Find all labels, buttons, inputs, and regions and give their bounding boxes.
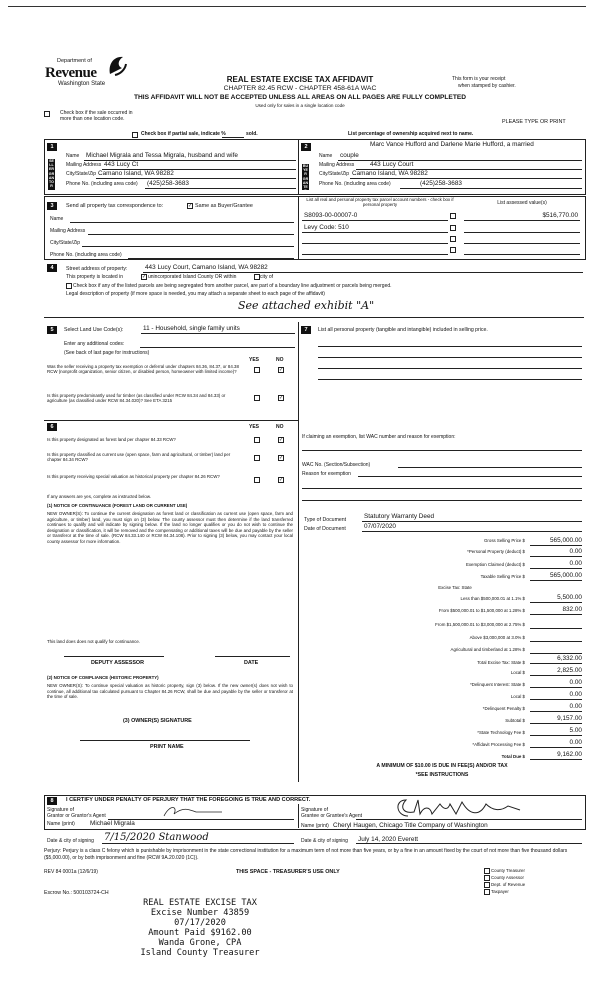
copy-checkbox[interactable] xyxy=(484,868,490,874)
exemption-wac-label: If claiming an exemption, list WAC number and reason for exemption: xyxy=(302,434,456,440)
street-address-label: Street address of property: xyxy=(66,266,128,272)
current-use-question: Is this property classified as current use (open space, farm and agricultural, or timber) land per chapter 84.34 RCW? xyxy=(47,452,231,463)
state-label: Washington State xyxy=(58,81,106,87)
see-back-note: (See back of last page for instructions) xyxy=(64,350,150,356)
dept-label: Department of xyxy=(57,58,92,64)
parcel-line-2 xyxy=(302,232,448,233)
wac-number-line[interactable] xyxy=(398,467,582,468)
stamp-line: Island County Treasurer xyxy=(140,948,260,958)
section-3-badge: 3 xyxy=(47,202,57,210)
exemption-line-2[interactable] xyxy=(302,488,582,489)
middle-divider xyxy=(298,322,299,782)
tax-row-value[interactable]: 6,332.00 xyxy=(557,655,582,662)
tax-row-line xyxy=(530,675,582,676)
receipt-note-2: when stamped by cashier. xyxy=(458,83,516,89)
personal-property-line-4[interactable] xyxy=(318,379,582,380)
current-use-yes-checkbox[interactable] xyxy=(254,455,260,461)
tax-row-line xyxy=(530,711,582,712)
buyer-address-label: Mailing Address xyxy=(319,162,355,168)
correspondence-divider xyxy=(298,196,299,259)
personal-property-checkbox-1[interactable] xyxy=(450,213,456,219)
tax-row-label: Total Excise Tax: State $ xyxy=(477,660,525,665)
tax-row-label: From $1,500,000.01 to $3,000,000 at 2.75% $ xyxy=(435,622,525,627)
partial-sale-checkbox[interactable] xyxy=(132,132,138,138)
grantee-name-label: Name (print) xyxy=(301,823,329,829)
tax-row-value[interactable]: 832.00 xyxy=(562,606,582,613)
tax-row-line xyxy=(530,663,582,664)
assessed-line-4 xyxy=(464,254,580,255)
personal-property-label: List all personal property (tangible and intangible) included in selling price. xyxy=(318,327,488,333)
tax-row-line xyxy=(530,747,582,748)
copy-label: County Assessor xyxy=(491,875,524,880)
stamp-line: Excise Number 43859 xyxy=(150,908,250,918)
tax-row-label: *Personal Property (deduct) $ xyxy=(467,549,525,554)
corr-phone-line[interactable] xyxy=(128,258,294,259)
tax-row-label: *State Technology Fee $ xyxy=(477,730,525,735)
parcel-line-3 xyxy=(302,243,448,244)
deputy-date-line[interactable] xyxy=(215,656,290,657)
levy-code-field[interactable]: Levy Code: 510 xyxy=(304,224,349,231)
tax-row-value[interactable]: 9,162.00 xyxy=(557,751,582,758)
tax-row-value[interactable]: 0.00 xyxy=(569,679,582,686)
correspondence-label: Send all property tax correspondence to: xyxy=(66,203,164,209)
grantee-sig-line xyxy=(356,819,582,820)
notice-compliance-body: NEW OWNER(S): To continue special valuation as historic property, sign (3) below. If the new owner(s) does not wish to continue, all additional tax calculated pursuant to Chapter 84.26 RCW, shall be due and payable by the seller or transferor at the time of sale. xyxy=(47,683,293,699)
stamp-line: Wanda Grone, CPA xyxy=(158,938,242,948)
stamp-line: REAL ESTATE EXCISE TAX xyxy=(143,898,257,908)
corr-name-label: Name xyxy=(50,216,64,222)
wac-number-label: WAC No. (Section/Subsection) xyxy=(302,462,371,468)
sold-label: sold. xyxy=(246,131,258,137)
see-instructions-note: *SEE INSTRUCTIONS xyxy=(415,772,469,778)
minimum-due-note: A MINIMUM OF $10.00 IS DUE IN FEE(S) AND/OR TAX xyxy=(376,763,508,769)
multi-location-label-2: more than one location code. xyxy=(60,116,125,122)
copy-checkbox[interactable] xyxy=(484,889,490,895)
tax-row-line xyxy=(530,687,582,688)
if-yes-note: If any answers are yes, complete as instructed below. xyxy=(47,494,151,499)
tax-row-label: Subtotal $ xyxy=(505,718,525,723)
copy-label: Dept. of Revenue xyxy=(491,882,526,887)
buyer-address-field[interactable]: 443 Lucy Court xyxy=(370,161,414,168)
yes-header-5: YES xyxy=(249,357,260,363)
multi-location-label-1: Check box if the sale occurred in xyxy=(60,110,133,116)
buyer-phone-field[interactable]: (425)258-3683 xyxy=(420,180,462,187)
tax-row-value[interactable]: 565,000.00 xyxy=(550,572,582,579)
timber-no-checkbox[interactable]: ✓ xyxy=(279,395,284,401)
top-border xyxy=(8,6,586,7)
seller-address-label: Mailing Address xyxy=(66,162,102,168)
tax-row-label: Local $ xyxy=(510,694,525,699)
section-1-badge: 1 xyxy=(47,143,57,151)
buyer-side-label: BU YE R GR AN TE E xyxy=(302,164,309,194)
street-address-field[interactable]: 443 Lucy Court, Camano Island, WA 98282 xyxy=(145,264,268,271)
segregated-label: Check box if any of the listed parcels are being segregated from another parcel, are part of a boundary line adjustment or parcels being merged. xyxy=(73,283,392,289)
doc-date-label: Date of Document xyxy=(304,526,346,532)
additional-codes-line[interactable] xyxy=(140,347,295,348)
tax-row-value[interactable]: 9,157.00 xyxy=(557,715,582,722)
tax-row-value[interactable]: 0.00 xyxy=(569,739,582,746)
tax-row-line xyxy=(530,580,582,581)
grantor-sig-label-2: Grantor or Grantor's Agent xyxy=(47,813,106,819)
notice-compliance-title: (2) NOTICE OF COMPLIANCE (HISTORIC PROPERTY) xyxy=(47,675,159,680)
located-in-label: This property is located in xyxy=(66,274,123,280)
assessed-line-1 xyxy=(464,220,580,221)
personal-property-checkbox-4[interactable] xyxy=(450,247,456,253)
forest-yes-checkbox[interactable] xyxy=(254,437,260,443)
tax-row-line xyxy=(530,556,582,557)
seller-name-field[interactable]: Michael Migrala and Tessa Migrala, husband and wife xyxy=(86,152,238,159)
land-use-label: Select Land Use Code(s): xyxy=(64,327,124,333)
notice-continuance-title: (1) NOTICE OF CONTINUANCE (FOREST LAND OR CURRENT USE) xyxy=(47,503,188,508)
tax-row-label: Total Due $ xyxy=(501,754,525,759)
partial-sale-label: Check box if partial sale, indicate % xyxy=(141,131,226,137)
section-4-bottom-line xyxy=(44,317,584,318)
stamp-line: 07/17/2020 xyxy=(174,918,226,928)
tax-row-label: Excise Tax: State xyxy=(438,585,472,590)
tax-row-label: Above $3,000,000 at 3.0% $ xyxy=(469,635,525,640)
ownership-note: List percentage of ownership acquired next to name. xyxy=(348,131,474,137)
buyer-phone-line xyxy=(400,188,582,189)
form-title: REAL ESTATE EXCISE TAX AFFIDAVIT xyxy=(226,75,374,84)
exemption-no-checkbox[interactable]: ✓ xyxy=(279,367,284,373)
same-as-buyer-checkbox[interactable]: ✓ xyxy=(188,203,193,209)
buyer-city-field[interactable]: Camano Island, WA 98282 xyxy=(352,170,428,177)
grantor-date-line xyxy=(102,843,294,844)
form-warning: THIS AFFIDAVIT WILL NOT BE ACCEPTED UNLESS ALL AREAS ON ALL PAGES ARE FULLY COMPLETED xyxy=(133,94,467,101)
print-name-label: PRINT NAME xyxy=(150,744,184,750)
certification-divider xyxy=(298,804,299,828)
current-use-no-checkbox[interactable]: ✓ xyxy=(279,455,284,461)
buyer-name-label: Name xyxy=(319,153,333,159)
tax-row-label: *Delinquent Interest: State $ xyxy=(470,682,525,687)
owner-signature-label: (3) OWNER(S) SIGNATURE xyxy=(123,718,192,724)
receipt-note-1: This form is your receipt xyxy=(452,76,506,82)
copy-checkbox[interactable] xyxy=(484,875,490,881)
tax-row-label: *Delinquent Penalty $ xyxy=(482,706,525,711)
tax-row-label: Local $ xyxy=(510,670,525,675)
multi-location-checkbox[interactable] xyxy=(44,111,50,117)
grantee-date-label: Date & city of signing xyxy=(301,838,348,844)
corr-name-line[interactable] xyxy=(70,222,294,223)
land-use-field[interactable]: 11 - Household, single family units xyxy=(143,325,240,332)
section-5-badge: 5 xyxy=(47,326,57,334)
grantor-sig-label-1: Signature of xyxy=(47,807,74,813)
section-7-badge: 7 xyxy=(301,326,311,334)
grantee-sig-label-1: Signature of xyxy=(301,807,328,813)
escrow-number: Escrow No.: 500103724-CH xyxy=(44,890,109,896)
seller-phone-label: Phone No. (including area code) xyxy=(66,181,138,187)
corr-address-line[interactable] xyxy=(88,234,294,235)
timber-yes-checkbox[interactable] xyxy=(254,395,260,401)
corr-address-label: Mailing Address xyxy=(50,228,86,234)
buyer-phone-label: Phone No. (including area code) xyxy=(319,181,391,187)
tax-row-label: Taxable Selling Price $ xyxy=(480,574,525,579)
tax-row-label: From $500,000.01 to $1,500,000 at 1.28% $ xyxy=(438,608,525,613)
historic-no-checkbox[interactable]: ✓ xyxy=(279,477,284,483)
grantor-signature[interactable] xyxy=(160,800,240,820)
tax-row-line xyxy=(530,723,582,724)
tax-row-line xyxy=(530,545,582,546)
seller-name-label: Name xyxy=(66,153,80,159)
tax-row-value[interactable]: 565,000.00 xyxy=(550,537,582,544)
dor-emblem-icon xyxy=(106,54,128,78)
yes-header-6: YES xyxy=(249,424,260,430)
tax-row-line xyxy=(530,759,582,760)
certify-statement: I CERTIFY UNDER PENALTY OF PERJURY THAT THE FOREGOING IS TRUE AND CORRECT. xyxy=(66,797,311,803)
tax-row-line xyxy=(530,568,582,569)
doc-type-line xyxy=(362,521,582,522)
tax-row-line xyxy=(530,735,582,736)
partial-sale-line xyxy=(222,137,244,138)
seller-city-field[interactable]: Camano Island, WA 98282 xyxy=(98,170,174,177)
assessed-line-2 xyxy=(464,232,580,233)
parcel-header: List all real and personal property tax parcel account numbers - check box if personal property xyxy=(306,197,454,208)
perjury-statement: Perjury: Perjury is a class C felony which is punishable by imprisonment in the state correctional institution for a maximum term of not more than five years, or by a fine in an amount fixed by the court of not more than five thousand dollars ($5,000.00), or by both imprisonment and fine (RCW 9A.20.020 (1C)). xyxy=(44,848,568,861)
stamp-line: Amount Paid $9162.00 xyxy=(148,928,252,938)
seller-city-label: City/State/Zip xyxy=(66,171,97,177)
tax-row-label: Exemption Claimed (deduct) $ xyxy=(465,562,525,567)
copy-checkbox[interactable] xyxy=(484,882,490,888)
grantee-date-field[interactable]: July 14, 2020 Everett xyxy=(358,836,419,843)
copy-label: Taxpayer xyxy=(491,889,509,894)
historic-question: Is this property receiving special valuation as historical property per chapter 84.26 RCW? xyxy=(47,474,220,479)
assessed-header: List assessed value(s) xyxy=(497,200,547,206)
legal-description-handwriting[interactable]: See attached exhibit "A" xyxy=(238,299,375,312)
section-6-top-line xyxy=(44,420,298,421)
timber-question: Is this property predominantly used for timber (as classified under RCW 84.34 and 84.33) or agriculture (as classified under RCW 84.34.020)? See ETA 3215 xyxy=(47,393,226,404)
deputy-assessor-label: DEPUTY ASSESSOR xyxy=(91,660,145,666)
land-use-line xyxy=(141,333,295,334)
tax-row-label: *Affidavit Processing Fee $ xyxy=(472,742,525,747)
personal-property-line-2[interactable] xyxy=(318,357,582,358)
seller-address-field[interactable]: 443 Lucy Ct xyxy=(104,161,139,168)
unincorporated-label: unincorporated Island County OR within xyxy=(148,274,237,280)
doc-type-field[interactable]: Statutory Warranty Deed xyxy=(364,513,435,520)
tax-row-line xyxy=(530,653,582,654)
legal-description-label: Legal description of property (if more space is needed, you may attach a separate sheet to each page of the affidavit) xyxy=(66,291,325,297)
please-type-note: PLEASE TYPE OR PRINT xyxy=(502,119,566,125)
assessed-line-3 xyxy=(464,243,580,244)
section-4-badge: 4 xyxy=(47,264,57,272)
parcel-number-field[interactable]: S8093-00-00007-0 xyxy=(304,212,358,219)
tax-row-label: Less than $500,000.01 at 1.1% $ xyxy=(460,596,525,601)
city-of-label: city of xyxy=(260,274,274,280)
corr-city-line[interactable] xyxy=(82,246,294,247)
buyer-city-line xyxy=(350,178,582,179)
section-6-badge: 6 xyxy=(47,423,57,431)
tax-row-line xyxy=(530,641,582,642)
additional-codes-label: Enter any additional codes: xyxy=(64,341,125,347)
copy-label: County Treasurer xyxy=(491,868,525,873)
exemption-line-3[interactable] xyxy=(302,500,582,501)
parcel-line-1 xyxy=(302,220,448,221)
personal-property-line-1[interactable] xyxy=(318,346,582,347)
buyer-city-label: City/State/Zip xyxy=(319,171,350,177)
owner-signature-line[interactable] xyxy=(80,740,250,741)
grantor-sig-line xyxy=(108,819,294,820)
personal-property-line-3[interactable] xyxy=(318,368,582,369)
personal-property-checkbox-3[interactable] xyxy=(450,236,456,242)
personal-property-checkbox-2[interactable] xyxy=(450,225,456,231)
same-as-buyer-label: Same as Buyer/Grantee xyxy=(195,203,253,209)
deputy-assessor-line[interactable] xyxy=(64,656,164,657)
section-8-badge: 8 xyxy=(47,797,57,805)
seller-phone-line xyxy=(145,188,296,189)
tax-row-value[interactable]: 5,500.00 xyxy=(557,594,582,601)
revenue-wordmark: Revenue xyxy=(45,65,97,81)
seller-city-line xyxy=(96,178,296,179)
grantee-name-field[interactable]: Cheryl Haugen, Chicago Title Company of Washington xyxy=(333,822,488,829)
grantor-name-field[interactable]: Michael Migrala xyxy=(90,820,135,827)
assessed-value-field[interactable]: $516,770.00 xyxy=(542,212,578,219)
tax-row-line xyxy=(530,602,582,603)
tax-row-value[interactable]: 0.00 xyxy=(569,548,582,555)
section-2-badge: 2 xyxy=(301,143,311,151)
tax-row-value[interactable]: 5.00 xyxy=(569,727,582,734)
form-revision: REV 84 0001a (12/6/19) xyxy=(44,869,98,875)
tax-row-value[interactable]: 0.00 xyxy=(569,691,582,698)
treasurer-only-label: THIS SPACE - TREASURER'S USE ONLY xyxy=(236,869,340,875)
tax-row-value[interactable]: 2,825.00 xyxy=(557,667,582,674)
no-header-6: NO xyxy=(276,424,284,430)
doc-type-label: Type of Document xyxy=(304,517,347,523)
tax-row-line xyxy=(530,699,582,700)
tax-row-label: Agricultural and timberland at 1.28% $ xyxy=(450,647,525,652)
grantor-name-label: Name (print) xyxy=(47,821,75,827)
parcel-line-4 xyxy=(302,254,448,255)
buyer-name-field-1[interactable]: Marc Vance Hufford and Darlene Marie Hufford, a married xyxy=(370,141,534,148)
street-address-line xyxy=(143,272,583,273)
doc-date-line xyxy=(362,531,582,532)
grantor-date-label: Date & city of signing xyxy=(47,838,94,844)
grantee-date-line xyxy=(356,843,582,844)
tax-row-line xyxy=(530,628,582,629)
unincorporated-checkbox[interactable]: ✓ xyxy=(142,274,147,280)
single-location-note: Used only for sales in a single location code xyxy=(255,103,345,108)
tax-row-value[interactable]: 0.00 xyxy=(569,703,582,710)
notice-continuance-body: NEW OWNER(S): To continue the current designation as forest land or classification as current use (open space, farm and agriculture, or timber) land, you must sign on (3) below. The county assessor must then determine if the land transferred continues to qualify and will indicate by signing below. If the land no longer qualifies or you do not wish to continue the designation or classification, it will be removed and the compensating or additional taxes will be due and payable by the seller or transferor at the time of sale. (RCW 84.33.140 or RCW 84.34.108). Prior to signing (3) below, you may contact your local county assessor for more information. xyxy=(47,511,293,544)
grantor-date-handwriting[interactable]: 7/15/2020 Stanwood xyxy=(104,832,209,843)
exemption-yes-checkbox[interactable] xyxy=(254,367,260,373)
doc-date-field[interactable]: 07/07/2020 xyxy=(364,523,396,530)
buyer-name-field-2[interactable]: couple xyxy=(340,152,359,159)
segregated-checkbox[interactable] xyxy=(66,283,72,289)
tax-row-value[interactable]: 0.00 xyxy=(569,560,582,567)
exemption-reason-label: Reason for exemption xyxy=(302,471,351,477)
no-header-5: NO xyxy=(276,357,284,363)
exemption-question: Was the seller receiving a property tax exemption or deferral under chapters 84.36, 84.37, or 84.38 RCW (nonprofit organization, senior citizen, or disabled person, homeowner with limited income)? xyxy=(47,364,239,375)
corr-city-label: City/State/Zip xyxy=(50,240,81,246)
exemption-reason-line[interactable] xyxy=(358,476,582,477)
seller-phone-field[interactable]: (425)258-3683 xyxy=(147,180,189,187)
grantee-sig-label-2: Grantee or Grantee's Agent xyxy=(301,813,362,819)
parties-divider xyxy=(298,139,299,194)
tax-row-line xyxy=(530,614,582,615)
qualify-continuance-label: This land does does not qualify for continuance. xyxy=(47,639,140,644)
tax-row-label: Gross Selling Price $ xyxy=(484,538,525,543)
form-chapter: CHAPTER 82.45 RCW - CHAPTER 458-61A WAC xyxy=(223,85,377,92)
forest-no-checkbox[interactable]: ✓ xyxy=(279,437,284,443)
deputy-date-label: DATE xyxy=(244,660,259,666)
corr-phone-label: Phone No. (including area code) xyxy=(50,252,122,258)
exemption-line-1[interactable] xyxy=(302,450,582,451)
historic-yes-checkbox[interactable] xyxy=(254,477,260,483)
seller-side-label: SE LL ER GR AN TO R xyxy=(48,159,55,189)
forest-land-question: Is this property designated as forest land per chapter 84.33 RCW? xyxy=(47,437,176,442)
